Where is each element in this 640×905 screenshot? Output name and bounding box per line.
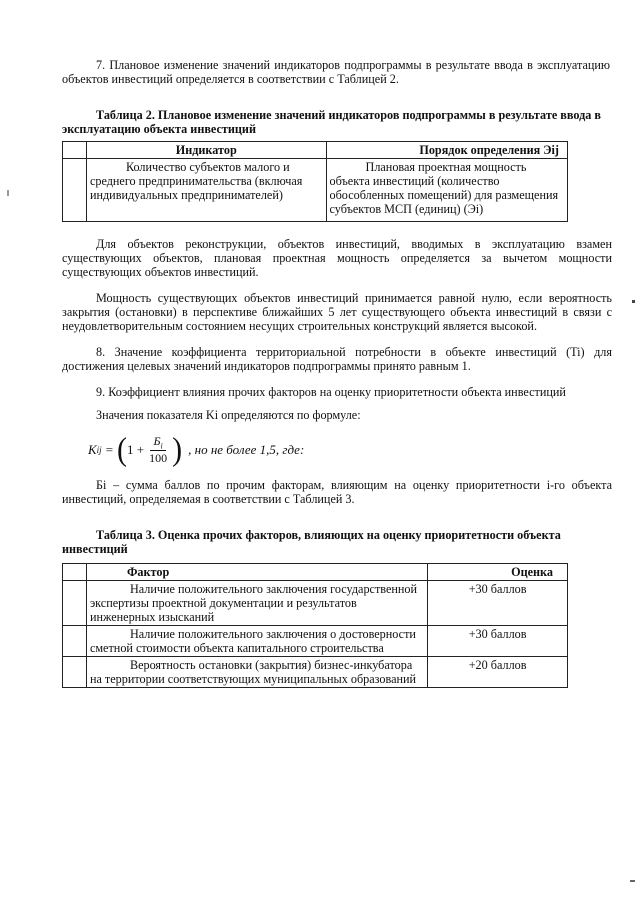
table-row xyxy=(63,626,568,657)
table3-cell-factor: Наличие положительного заключения о достоверности сметной стоимости объекта капитального строительства xyxy=(86,626,427,657)
table-row xyxy=(63,581,568,626)
table3-cell-score: +30 баллов xyxy=(428,626,568,657)
table3-cell-score: +30 баллов xyxy=(428,581,568,626)
table3-header-row xyxy=(63,564,568,581)
table2-cell-method: Плановая проектная мощность объекта инвестиций (количество обособленных помещений) для размещения субъектов МСП (единиц) (Эi) xyxy=(326,159,567,222)
table2-header-method: Порядок определения Эij xyxy=(326,142,567,159)
table2-caption: Таблица 2. Плановое изменение значений индикаторов подпрограммы в результате ввода в эксплуатацию объекта инвестиций xyxy=(62,108,601,136)
formula-denominator: 100 xyxy=(149,451,168,466)
table-row xyxy=(63,159,568,222)
paragraph-7: 7. Плановое изменение значений индикаторов подпрограммы в результате ввода в эксплуатацию объектов инвестиций определяется в соответствии с Таблицей 2. xyxy=(62,58,610,86)
formula-lhs-sub: ij xyxy=(96,445,102,455)
table3 xyxy=(62,563,568,688)
formula-one-plus: 1 + xyxy=(127,442,145,457)
formula-right-paren: ) xyxy=(172,431,183,468)
formula xyxy=(88,433,304,467)
formula-numerator-sub: i xyxy=(160,441,163,451)
paragraph-9: 9. Коэффициент влияния прочих факторов на оценку приоритетности объекта инвестиций xyxy=(96,385,566,399)
table3-num-cell xyxy=(63,657,87,688)
table3-cell-score: +20 баллов xyxy=(428,657,568,688)
formula-lhs: K xyxy=(88,442,97,457)
scan-speck xyxy=(632,300,635,303)
table2-num-cell xyxy=(63,159,87,222)
table-row xyxy=(63,657,568,688)
paragraph-reconstruction: Для объектов реконструкции, объектов инвестиций, вводимых в эксплуатацию взамен существующих объектов, плановая проектная мощность определяется за вычетом мощности существующих объектов инвестиций. xyxy=(62,237,612,279)
scan-speck xyxy=(630,880,635,882)
table3-header-factor: Фактор xyxy=(86,564,427,581)
formula-equals: = xyxy=(105,442,114,457)
paragraph-8: 8. Значение коэффициента территориальной потребности в объекте инвестиций (Ti) для достижения целевых значений индикаторов подпрограммы принято равным 1. xyxy=(62,345,612,373)
table3-caption: Таблица 3. Оценка прочих факторов, влияющих на оценку приоритетности объекта инвестиций xyxy=(62,528,561,556)
table2-cell-indicator: Количество субъектов малого и среднего предпринимательства (включая индивидуальных предпринимателей) xyxy=(86,159,326,222)
table3-corner-cell xyxy=(63,564,87,581)
table3-num-cell xyxy=(63,581,87,626)
scan-speck xyxy=(7,190,9,196)
table3-num-cell xyxy=(63,626,87,657)
table3-cell-factor: Наличие положительного заключения государственной экспертизы проектной документации и результатов инженерных изысканий xyxy=(86,581,427,626)
paragraph-bi: Бi – сумма баллов по прочим факторам, влияющим на оценку приоритетности i-го объекта инвестиций, определяемая в соответствии с Таблицей 3. xyxy=(62,478,612,506)
formula-left-paren: ( xyxy=(117,431,128,468)
table3-header-score: Оценка xyxy=(428,564,568,581)
paragraph-formula-intro: Значения показателя Ki определяются по формуле: xyxy=(96,408,361,422)
formula-note: , но не более 1,5, где: xyxy=(188,442,305,457)
table2-header-row xyxy=(63,142,568,159)
table3-cell-factor: Вероятность остановки (закрытия) бизнес-инкубатора на территории соответствующих муниципальных образований xyxy=(86,657,427,688)
paragraph-existing-capacity: Мощность существующих объектов инвестиций принимается равной нулю, если вероятность закрытия (остановки) в перспективе ближайших 5 лет существующего объекта инвестиций в связи с неудовлетворительным состоянием несущих строительных конструкций является высокой. xyxy=(62,291,612,333)
table2-header-indicator: Индикатор xyxy=(86,142,326,159)
table2 xyxy=(62,141,568,222)
formula-fraction xyxy=(146,434,170,466)
formula-numerator: Б xyxy=(153,433,161,448)
table2-corner-cell xyxy=(63,142,87,159)
